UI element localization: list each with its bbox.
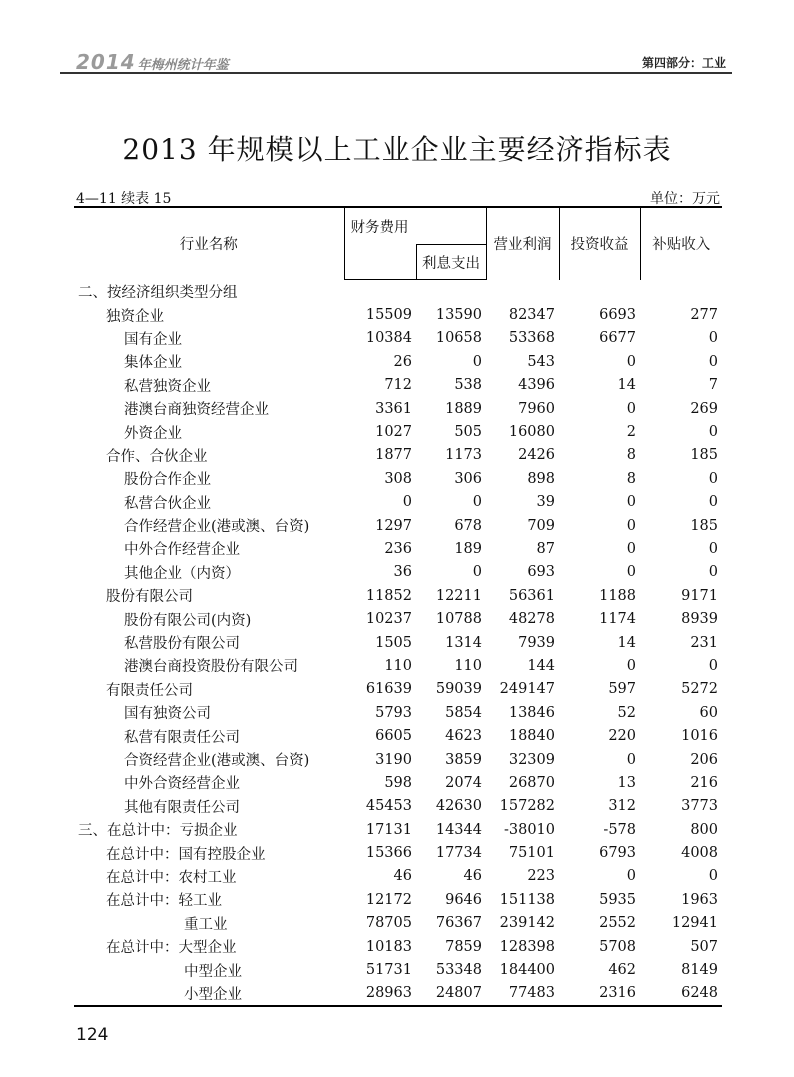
interest-cell: 678 <box>454 517 482 534</box>
table-row <box>74 935 722 958</box>
interest-cell: 1314 <box>445 634 482 651</box>
profit-cell: 32309 <box>508 751 555 768</box>
investment-cell: 312 <box>608 798 636 815</box>
row-label: 合作经营企业(港或澳、台资) <box>124 519 310 536</box>
table-row <box>74 748 722 771</box>
profit-cell: 75101 <box>508 845 555 862</box>
profit-cell: 39 <box>536 494 555 511</box>
subsidy-cell: 0 <box>708 564 718 581</box>
profit-cell <box>486 280 559 304</box>
row-label: 股份有限公司(内资) <box>124 612 252 629</box>
row-label: 中外合作经营企业 <box>124 542 240 559</box>
investment-cell: 0 <box>626 400 636 417</box>
investment-cell: 1188 <box>599 587 636 604</box>
investment-cell: 597 <box>608 681 636 698</box>
table-body <box>74 280 722 1007</box>
row-label: 在总计中：轻工业 <box>106 893 222 910</box>
subsidy-cell: 185 <box>690 517 718 534</box>
table-row <box>74 982 722 1006</box>
interest-cell: 0 <box>472 494 482 511</box>
unit-label: 单位：万元 <box>650 191 720 207</box>
row-label: 合资经营企业(港或澳、台资) <box>124 753 310 769</box>
finance-cost-cell: 10183 <box>365 938 412 955</box>
subsidy-cell: 5272 <box>681 681 718 698</box>
col-header-spacer <box>344 245 416 280</box>
interest-cell: 17734 <box>435 845 482 862</box>
subsidy-cell: 216 <box>690 774 718 791</box>
profit-cell: 184400 <box>499 962 555 979</box>
interest-cell: 12211 <box>435 587 482 604</box>
finance-cost-cell: 712 <box>384 377 412 394</box>
profit-cell: 128398 <box>499 938 555 955</box>
table-row <box>74 841 722 864</box>
investment-cell: 5708 <box>599 938 636 955</box>
finance-cost-cell: 1027 <box>375 424 412 441</box>
profit-cell: 151138 <box>499 891 555 908</box>
finance-cost-cell: 36 <box>393 564 412 581</box>
profit-cell: 709 <box>527 517 555 534</box>
subsidy-cell <box>640 280 722 304</box>
page-title: 2013 年规模以上工业企业主要经济指标表 <box>122 133 672 166</box>
table-row <box>74 584 722 607</box>
yearbook-brand <box>76 50 229 74</box>
finance-cost-cell: 46 <box>393 868 412 885</box>
row-label: 在总计中：国有控股企业 <box>106 846 266 863</box>
row-label: 三、在总计中：亏损企业 <box>78 823 238 840</box>
subsidy-cell: 1016 <box>681 728 718 745</box>
interest-cell: 5854 <box>445 704 482 721</box>
interest-cell: 9646 <box>445 891 482 908</box>
interest-cell: 1173 <box>445 447 482 464</box>
investment-cell: -578 <box>603 821 636 838</box>
row-label: 股份合作企业 <box>124 472 211 489</box>
finance-cost-cell: 45453 <box>365 798 412 815</box>
row-label: 集体企业 <box>124 355 182 372</box>
table-row <box>74 888 722 911</box>
subsidy-cell: 3773 <box>681 798 718 815</box>
finance-cost-cell: 308 <box>384 470 412 487</box>
profit-cell: -38010 <box>503 821 555 838</box>
row-label: 国有独资公司 <box>124 706 211 723</box>
subsidy-cell: 0 <box>708 494 718 511</box>
investment-cell: 0 <box>626 517 636 534</box>
finance-cost-cell: 0 <box>402 494 412 511</box>
interest-cell: 538 <box>454 377 482 394</box>
finance-cost-cell: 15509 <box>365 307 412 324</box>
subsidy-cell: 9171 <box>681 587 718 604</box>
investment-cell: 0 <box>626 540 636 557</box>
finance-cost-cell: 12172 <box>365 891 412 908</box>
finance-cost-cell: 1297 <box>375 517 412 534</box>
subsidy-cell: 277 <box>690 307 718 324</box>
row-label: 私营独资企业 <box>124 378 211 395</box>
col-header-subsidy: 补贴收入 <box>640 207 722 280</box>
table-row <box>74 491 722 514</box>
table-row <box>74 771 722 794</box>
table-row <box>74 420 722 443</box>
col-header-interest: 利息支出 <box>416 245 486 280</box>
finance-cost-cell <box>344 280 416 304</box>
table-row <box>74 397 722 420</box>
investment-cell: 1174 <box>599 611 636 628</box>
table-row <box>74 303 722 326</box>
brand-year: 2014 <box>76 50 136 74</box>
section-label: 第四部分：工业 <box>641 56 726 70</box>
table-row <box>74 818 722 841</box>
profit-cell: 87 <box>536 540 555 557</box>
row-label: 私营股份有限公司 <box>124 636 240 653</box>
subsidy-cell: 6248 <box>640 982 722 1006</box>
interest-cell: 10788 <box>435 611 482 628</box>
indicator-table <box>74 206 722 1007</box>
investment-cell: 220 <box>608 728 636 745</box>
interest-cell: 46 <box>463 868 482 885</box>
row-label: 国有企业 <box>124 331 182 348</box>
finance-cost-cell: 236 <box>384 540 412 557</box>
interest-cell: 189 <box>454 540 482 557</box>
row-label: 港澳台商投资股份有限公司 <box>124 659 298 676</box>
finance-cost-cell: 10384 <box>365 330 412 347</box>
interest-cell: 0 <box>472 353 482 370</box>
interest-cell: 0 <box>472 564 482 581</box>
row-label: 二、按经济组织类型分组 <box>78 284 238 301</box>
subsidy-cell: 0 <box>708 868 718 885</box>
finance-cost-cell: 3190 <box>375 751 412 768</box>
table-row <box>74 865 722 888</box>
table-row <box>74 912 722 935</box>
col-header-investment: 投资收益 <box>559 207 640 280</box>
interest-cell: 7859 <box>445 938 482 955</box>
row-label: 有限责任公司 <box>106 682 193 699</box>
investment-cell: 0 <box>626 494 636 511</box>
profit-cell: 82347 <box>508 307 555 324</box>
investment-cell: 6693 <box>599 307 636 324</box>
profit-cell: 56361 <box>508 587 555 604</box>
interest-cell: 24807 <box>416 982 486 1006</box>
table-row <box>74 280 722 304</box>
profit-cell: 144 <box>527 657 555 674</box>
finance-cost-cell: 78705 <box>365 915 412 932</box>
investment-cell: 8 <box>626 447 636 464</box>
finance-cost-cell: 598 <box>384 774 412 791</box>
subsidy-cell: 0 <box>708 657 718 674</box>
finance-cost-cell: 15366 <box>365 845 412 862</box>
table-row <box>74 327 722 350</box>
finance-cost-cell: 26 <box>393 353 412 370</box>
interest-cell: 2074 <box>445 774 482 791</box>
investment-cell: 462 <box>608 962 636 979</box>
interest-cell: 306 <box>454 470 482 487</box>
investment-cell: 0 <box>626 868 636 885</box>
profit-cell: 16080 <box>508 424 555 441</box>
row-label: 重工业 <box>184 916 228 933</box>
finance-cost-cell: 51731 <box>365 962 412 979</box>
subsidy-cell: 1963 <box>681 891 718 908</box>
profit-cell: 693 <box>527 564 555 581</box>
table-row <box>74 537 722 560</box>
profit-cell: 249147 <box>499 681 555 698</box>
col-header-profit: 营业利润 <box>486 207 559 280</box>
subsidy-cell: 0 <box>708 330 718 347</box>
table-row <box>74 958 722 981</box>
interest-cell: 13590 <box>435 307 482 324</box>
row-label: 中外合资经营企业 <box>124 776 240 793</box>
row-label: 在总计中：农村工业 <box>106 869 237 886</box>
subsidy-cell: 507 <box>690 938 718 955</box>
investment-cell: 52 <box>617 704 636 721</box>
subsidy-cell: 231 <box>690 634 718 651</box>
subsidy-cell: 8939 <box>681 611 718 628</box>
investment-cell: 2316 <box>559 982 640 1006</box>
table-row <box>74 678 722 701</box>
row-label: 外资企业 <box>124 425 182 442</box>
finance-cost-cell: 110 <box>384 657 412 674</box>
subsidy-cell: 8149 <box>681 962 718 979</box>
profit-cell: 26870 <box>508 774 555 791</box>
interest-cell: 14344 <box>435 821 482 838</box>
table-row <box>74 654 722 677</box>
finance-cost-cell: 6605 <box>375 728 412 745</box>
interest-cell: 53348 <box>435 962 482 979</box>
table-row <box>74 444 722 467</box>
row-label: 独资企业 <box>106 308 164 325</box>
subsidy-cell: 800 <box>690 821 718 838</box>
finance-cost-cell: 28963 <box>344 982 416 1006</box>
profit-cell: 898 <box>527 470 555 487</box>
investment-cell: 13 <box>617 774 636 791</box>
investment-cell: 0 <box>626 751 636 768</box>
table-row <box>74 374 722 397</box>
profit-cell: 18840 <box>508 728 555 745</box>
row-label: 股份有限公司 <box>106 589 193 606</box>
subsidy-cell: 0 <box>708 540 718 557</box>
interest-cell: 3859 <box>445 751 482 768</box>
brand-subtitle: 年梅州统计年鉴 <box>137 58 229 73</box>
row-label: 其他企业（内资） <box>124 565 240 582</box>
subsidy-cell: 0 <box>708 424 718 441</box>
table-row <box>74 607 722 630</box>
investment-cell <box>559 280 640 304</box>
interest-cell: 59039 <box>435 681 482 698</box>
table-row <box>74 701 722 724</box>
subsidy-cell: 4008 <box>681 845 718 862</box>
investment-cell: 5935 <box>599 891 636 908</box>
profit-cell: 157282 <box>499 798 555 815</box>
investment-cell: 6793 <box>599 845 636 862</box>
investment-cell: 0 <box>626 564 636 581</box>
col-header-name: 行业名称 <box>74 207 344 280</box>
table-row <box>74 350 722 373</box>
profit-cell: 4396 <box>518 377 555 394</box>
interest-cell: 505 <box>454 424 482 441</box>
table-row <box>74 561 722 584</box>
row-label: 在总计中：大型企业 <box>106 940 237 957</box>
profit-cell: 239142 <box>499 915 555 932</box>
subsidy-cell: 7 <box>708 377 718 394</box>
row-label: 合作、合伙企业 <box>106 448 208 465</box>
investment-cell: 0 <box>626 657 636 674</box>
subsidy-cell: 0 <box>708 353 718 370</box>
row-label: 私营合伙企业 <box>124 495 211 512</box>
interest-cell: 10658 <box>435 330 482 347</box>
investment-cell: 2 <box>626 424 636 441</box>
subsidy-cell: 206 <box>690 751 718 768</box>
investment-cell: 0 <box>626 353 636 370</box>
running-header <box>60 42 732 74</box>
page-number: 124 <box>76 1025 109 1045</box>
profit-cell: 48278 <box>508 611 555 628</box>
subsidy-cell: 269 <box>690 400 718 417</box>
row-label: 港澳台商独资经营企业 <box>124 402 269 419</box>
profit-cell: 543 <box>527 353 555 370</box>
finance-cost-cell: 61639 <box>365 681 412 698</box>
row-label: 中型企业 <box>184 963 242 980</box>
row-label: 私营有限责任公司 <box>124 729 240 746</box>
investment-cell: 14 <box>617 634 636 651</box>
finance-cost-cell: 5793 <box>375 704 412 721</box>
profit-cell: 2426 <box>518 447 555 464</box>
interest-cell: 110 <box>454 657 482 674</box>
row-label: 小型企业 <box>74 982 344 1006</box>
subsidy-cell: 12941 <box>671 915 718 932</box>
investment-cell: 14 <box>617 377 636 394</box>
profit-cell: 13846 <box>508 704 555 721</box>
investment-cell: 6677 <box>599 330 636 347</box>
profit-cell: 77483 <box>486 982 559 1006</box>
finance-cost-cell: 11852 <box>365 587 412 604</box>
finance-cost-cell: 10237 <box>365 611 412 628</box>
investment-cell: 8 <box>626 470 636 487</box>
subsidy-cell: 60 <box>699 704 718 721</box>
table-row <box>74 467 722 490</box>
profit-cell: 223 <box>527 868 555 885</box>
table-row <box>74 631 722 654</box>
finance-cost-cell: 1505 <box>375 634 412 651</box>
interest-cell: 1889 <box>445 400 482 417</box>
table-id: 4—11 续表 15 <box>76 191 172 207</box>
row-label: 其他有限责任公司 <box>124 799 240 816</box>
table-row <box>74 724 722 747</box>
finance-cost-cell: 17131 <box>365 821 412 838</box>
subsidy-cell: 185 <box>690 447 718 464</box>
table-row <box>74 795 722 818</box>
profit-cell: 7939 <box>518 634 555 651</box>
interest-cell: 4623 <box>445 728 482 745</box>
finance-cost-cell: 3361 <box>375 400 412 417</box>
finance-cost-cell: 1877 <box>375 447 412 464</box>
subsidy-cell: 0 <box>708 470 718 487</box>
investment-cell: 2552 <box>599 915 636 932</box>
interest-cell: 76367 <box>435 915 482 932</box>
interest-cell: 42630 <box>435 798 482 815</box>
col-header-finance-cost: 财务费用 <box>344 207 486 245</box>
profit-cell: 7960 <box>518 400 555 417</box>
interest-cell <box>416 280 486 304</box>
table-row <box>74 514 722 537</box>
profit-cell: 53368 <box>508 330 555 347</box>
